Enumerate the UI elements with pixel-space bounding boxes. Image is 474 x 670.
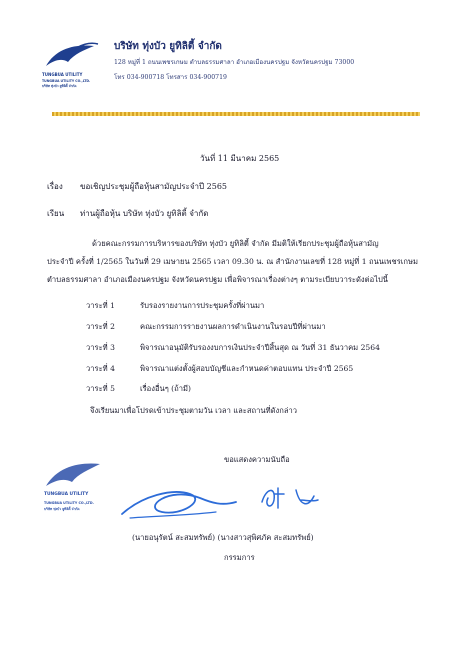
signatory-names: (นายอนุรัตน์ สะสมทรัพย์) (นางสาวสุพิศภัค สะสมทรัพย์) <box>132 533 314 542</box>
agenda-text: พิจารณาแต่งตั้งผู้สอบบัญชีและกำหนดค่าตอบแทน ประจำปี 2565 <box>140 364 354 373</box>
agenda-number: วาระที่ 5 <box>86 384 115 393</box>
signature-1-icon <box>112 476 240 526</box>
body-line: ด้วยคณะกรรมการบริหารของบริษัท ทุ่งบัว ยูทิลิตี้ จำกัด มีมติให้เรียกประชุมผู้ถือหุ้นสามัญ <box>92 239 379 248</box>
signatory-title: กรรมการ <box>224 553 255 562</box>
stamp-bird-icon <box>40 456 110 492</box>
stamp-name: TUNGBUA UTILITY <box>44 492 89 497</box>
body-line: ประจำปี ครั้งที่ 1/2565 ในวันที่ 29 เมษายน 2565 เวลา 09.30 น. ณ สำนักงานเลขที่ 128 หมู่ที่ 1 ถนนเพชรเกษม <box>47 257 418 266</box>
closing-text: จึงเรียนมาเพื่อโปรดเข้าประชุมตามวัน เวลา และสถานที่ดังกล่าว <box>90 406 298 415</box>
agenda-number: วาระที่ 3 <box>86 343 115 352</box>
company-logo <box>40 38 104 88</box>
agenda-text: คณะกรรมการรายงานผลการดำเนินงานในรอบปีที่ผ่านมา <box>140 322 326 331</box>
logo-thai: บริษัท ทุ่งบัว ยูทิลิตี้ จำกัด <box>42 84 77 88</box>
logo-name: TUNGBUA UTILITY <box>42 72 83 77</box>
subject-label: เรื่อง <box>47 182 63 191</box>
letter-date: วันที่ 11 มีนาคม 2565 <box>200 154 280 163</box>
agenda-number: วาระที่ 2 <box>86 322 115 331</box>
bird-logo-icon <box>40 38 104 72</box>
letterhead-divider <box>52 112 420 116</box>
recipient-label: เรียน <box>47 209 65 218</box>
body-line: ตำบลธรรมศาลา อำเภอเมืองนครปฐม จังหวัดนครปฐม เพื่อพิจารณาเรื่องต่างๆ ตามระเบียบวาระดังต่อไปนี้ <box>47 275 388 284</box>
agenda-text: เรื่องอื่นๆ (ถ้ามี) <box>140 384 191 393</box>
stamp-subtext: TUNGBUA UTILITY CO.,LTD. <box>44 501 94 505</box>
stamp-thai: บริษัท ทุ่งบัว ยูทิลิตี้ จำกัด <box>44 507 80 511</box>
logo-subtext: TUNGBUA UTILITY CO.,LTD. <box>42 79 91 83</box>
company-stamp <box>40 456 110 514</box>
subject-text: ขอเชิญประชุมผู้ถือหุ้นสามัญประจำปี 2565 <box>80 182 228 191</box>
agenda-text: รับรองรายงานการประชุมครั้งที่ผ่านมา <box>140 301 265 310</box>
company-address: 128 หมู่ที่ 1 ถนนเพชรเกษม ตำบลธรรมศาลา อำเภอเมืองนครปฐม จังหวัดนครปฐม 73000 <box>114 59 355 66</box>
regards-text: ขอแสดงความนับถือ <box>224 455 290 464</box>
company-phone: โทร 034-900718 โทรสาร 034-900719 <box>114 74 227 81</box>
agenda-number: วาระที่ 4 <box>86 364 115 373</box>
recipient-text: ท่านผู้ถือหุ้น บริษัท ทุ่งบัว ยูทิลิตี้ จำกัด <box>80 209 209 218</box>
agenda-text: พิจารณาอนุมัติรับรองงบการเงินประจำปีสิ้นสุด ณ วันที่ 31 ธันวาคม 2564 <box>140 343 380 352</box>
agenda-number: วาระที่ 1 <box>86 301 115 310</box>
signature-2-icon <box>256 478 326 516</box>
company-name: บริษัท ทุ่งบัว ยูทิลิตี้ จำกัด <box>114 41 222 52</box>
